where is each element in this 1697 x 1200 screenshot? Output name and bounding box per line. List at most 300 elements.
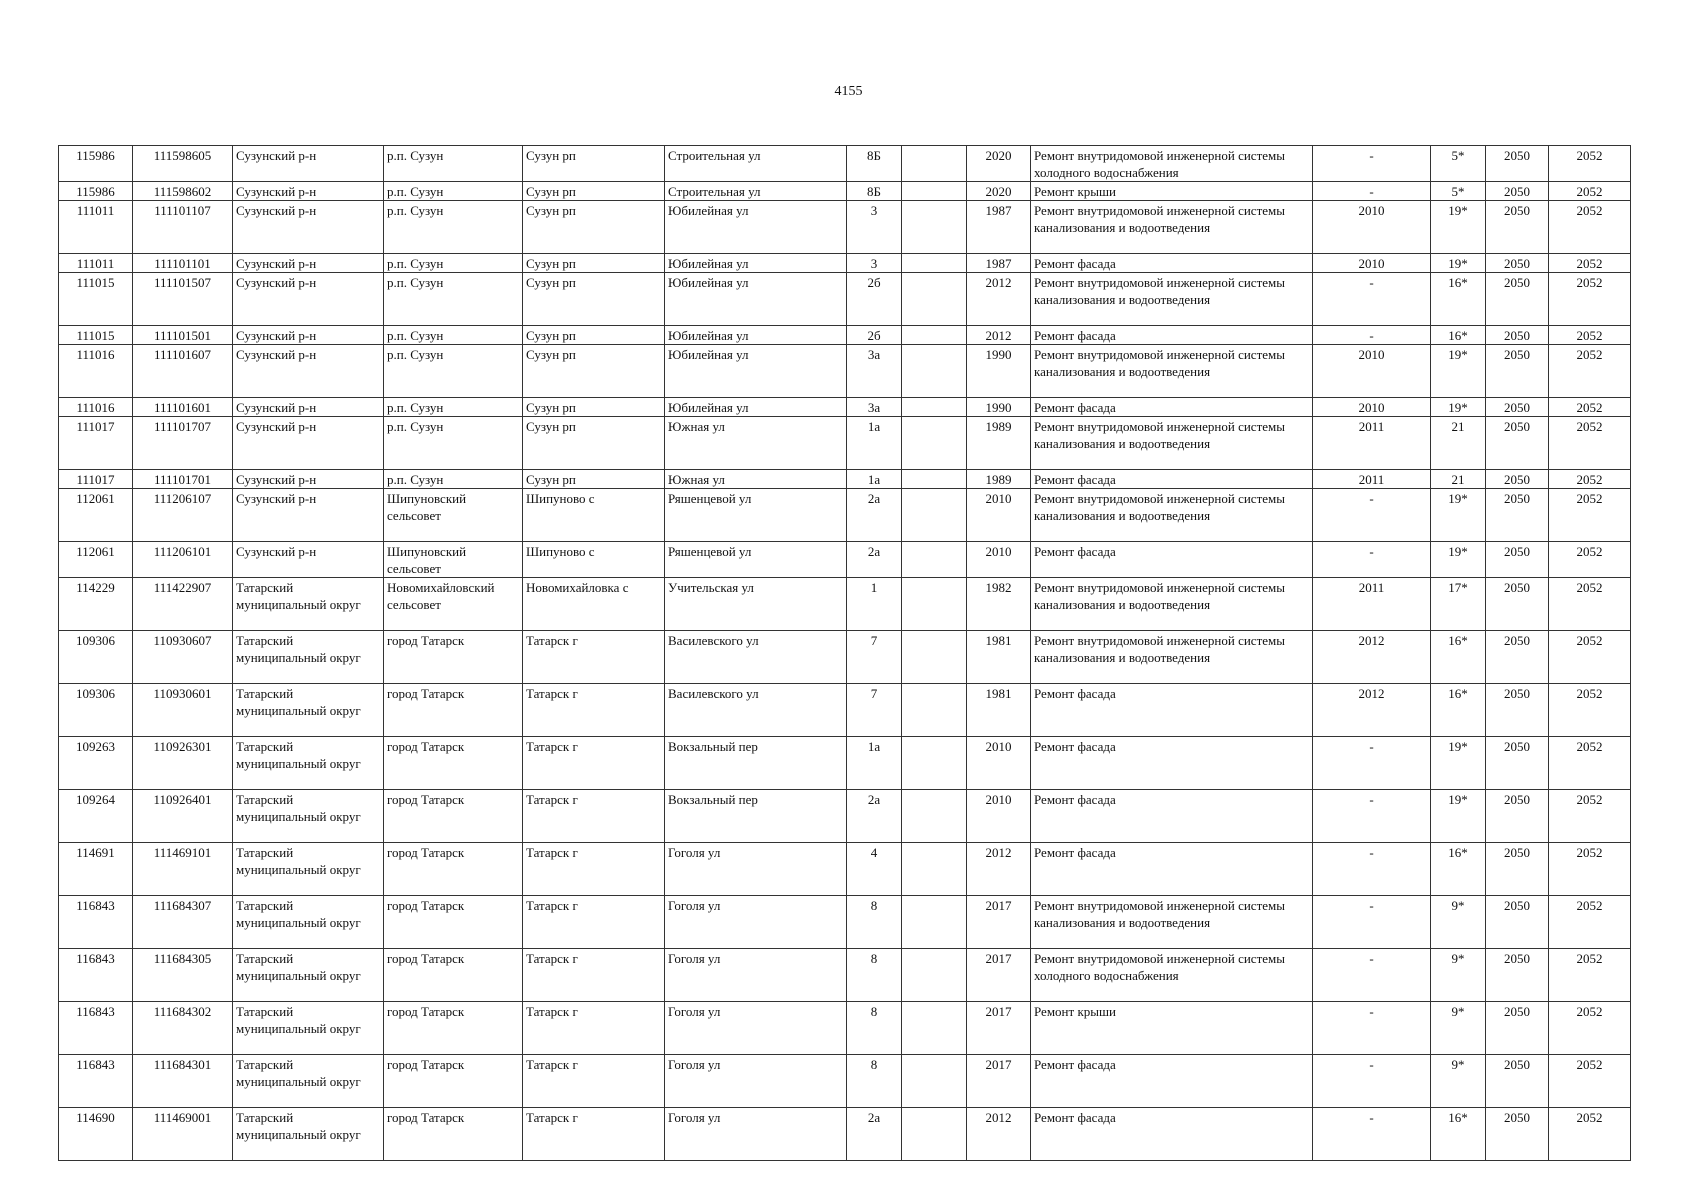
building-cell [902, 896, 967, 949]
settlement-cell: Татарск г [523, 1108, 665, 1161]
district-cell: Сузунский р-н [233, 182, 384, 201]
house-number-cell: 3 [847, 201, 902, 254]
year-built-cell: 2017 [967, 949, 1031, 1002]
street-cell: Вокзальный пер [665, 737, 847, 790]
table-row [59, 542, 1631, 578]
work-type-cell: Ремонт внутридомовой инженерной системы канализования и водоотведения [1031, 273, 1313, 326]
year-built-cell: 1990 [967, 398, 1031, 417]
building-cell [902, 489, 967, 542]
table-row [59, 631, 1631, 684]
street-cell: Гоголя ул [665, 949, 847, 1002]
year-built-cell: 2012 [967, 273, 1031, 326]
municipality-cell: город Татарск [384, 896, 523, 949]
plan-start-cell: 2050 [1486, 489, 1549, 542]
settlement-cell: Сузун рп [523, 326, 665, 345]
wear-cell: 19* [1431, 737, 1486, 790]
year-built-cell: 2017 [967, 1002, 1031, 1055]
year-built-cell: 1989 [967, 417, 1031, 470]
year-built-cell: 1981 [967, 631, 1031, 684]
work-type-cell: Ремонт внутридомовой инженерной системы канализования и водоотведения [1031, 489, 1313, 542]
work-id-cell: 110926401 [133, 790, 233, 843]
plan-start-cell: 2050 [1486, 737, 1549, 790]
district-cell: Сузунский р-н [233, 489, 384, 542]
house-number-cell: 8 [847, 1055, 902, 1108]
year-built-cell: 2020 [967, 182, 1031, 201]
last-repair-year-cell: 2011 [1313, 578, 1431, 631]
work-id-cell: 111598602 [133, 182, 233, 201]
settlement-cell: Татарск г [523, 896, 665, 949]
year-built-cell: 1981 [967, 684, 1031, 737]
district-cell: Сузунский р-н [233, 345, 384, 398]
year-built-cell: 1990 [967, 345, 1031, 398]
table-row [59, 896, 1631, 949]
house-id-cell: 109264 [59, 790, 133, 843]
plan-end-cell: 2052 [1549, 578, 1631, 631]
year-built-cell: 2012 [967, 1108, 1031, 1161]
house-id-cell: 111011 [59, 201, 133, 254]
wear-cell: 9* [1431, 1002, 1486, 1055]
work-type-cell: Ремонт внутридомовой инженерной системы холодного водоснабжения [1031, 146, 1313, 182]
municipality-cell: город Татарск [384, 631, 523, 684]
house-number-cell: 8 [847, 896, 902, 949]
house-id-cell: 109306 [59, 631, 133, 684]
work-type-cell: Ремонт внутридомовой инженерной системы канализования и водоотведения [1031, 201, 1313, 254]
building-cell [902, 843, 967, 896]
last-repair-year-cell: 2010 [1313, 254, 1431, 273]
municipality-cell: р.п. Сузун [384, 273, 523, 326]
last-repair-year-cell: - [1313, 1055, 1431, 1108]
wear-cell: 5* [1431, 146, 1486, 182]
plan-end-cell: 2052 [1549, 489, 1631, 542]
municipality-cell: город Татарск [384, 790, 523, 843]
wear-cell: 19* [1431, 254, 1486, 273]
wear-cell: 9* [1431, 949, 1486, 1002]
work-type-cell: Ремонт фасада [1031, 470, 1313, 489]
work-type-cell: Ремонт фасада [1031, 398, 1313, 417]
building-cell [902, 417, 967, 470]
house-id-cell: 114691 [59, 843, 133, 896]
settlement-cell: Сузун рп [523, 273, 665, 326]
last-repair-year-cell: - [1313, 146, 1431, 182]
house-id-cell: 112061 [59, 489, 133, 542]
work-id-cell: 111101107 [133, 201, 233, 254]
wear-cell: 21 [1431, 470, 1486, 489]
wear-cell: 21 [1431, 417, 1486, 470]
settlement-cell: Сузун рп [523, 146, 665, 182]
wear-cell: 16* [1431, 1108, 1486, 1161]
municipality-cell: р.п. Сузун [384, 182, 523, 201]
house-id-cell: 114690 [59, 1108, 133, 1161]
building-cell [902, 201, 967, 254]
work-type-cell: Ремонт фасада [1031, 790, 1313, 843]
house-number-cell: 2а [847, 790, 902, 843]
plan-start-cell: 2050 [1486, 254, 1549, 273]
district-cell: Сузунский р-н [233, 146, 384, 182]
building-cell [902, 790, 967, 843]
work-type-cell: Ремонт фасада [1031, 1108, 1313, 1161]
year-built-cell: 2010 [967, 790, 1031, 843]
table-row [59, 201, 1631, 254]
table-body [59, 146, 1631, 1161]
work-id-cell: 111101507 [133, 273, 233, 326]
work-id-cell: 110930601 [133, 684, 233, 737]
settlement-cell: Татарск г [523, 843, 665, 896]
district-cell: Татарский муниципальный округ [233, 737, 384, 790]
house-number-cell: 1а [847, 417, 902, 470]
work-id-cell: 111422907 [133, 578, 233, 631]
settlement-cell: Татарск г [523, 790, 665, 843]
street-cell: Юбилейная ул [665, 345, 847, 398]
wear-cell: 19* [1431, 489, 1486, 542]
plan-start-cell: 2050 [1486, 896, 1549, 949]
house-number-cell: 2а [847, 1108, 902, 1161]
work-type-cell: Ремонт фасада [1031, 684, 1313, 737]
street-cell: Гоголя ул [665, 1108, 847, 1161]
municipality-cell: Новомихайловский сельсовет [384, 578, 523, 631]
municipality-cell: город Татарск [384, 1108, 523, 1161]
wear-cell: 19* [1431, 542, 1486, 578]
house-number-cell: 3 [847, 254, 902, 273]
wear-cell: 17* [1431, 578, 1486, 631]
last-repair-year-cell: - [1313, 273, 1431, 326]
settlement-cell: Шипуново с [523, 489, 665, 542]
house-id-cell: 112061 [59, 542, 133, 578]
house-number-cell: 7 [847, 631, 902, 684]
district-cell: Татарский муниципальный округ [233, 1055, 384, 1108]
work-id-cell: 111469001 [133, 1108, 233, 1161]
building-cell [902, 631, 967, 684]
municipality-cell: р.п. Сузун [384, 254, 523, 273]
house-id-cell: 111016 [59, 398, 133, 417]
page-number: 4155 [834, 84, 863, 99]
plan-start-cell: 2050 [1486, 1002, 1549, 1055]
district-cell: Сузунский р-н [233, 201, 384, 254]
work-id-cell: 111101601 [133, 398, 233, 417]
district-cell: Сузунский р-н [233, 470, 384, 489]
house-number-cell: 1а [847, 737, 902, 790]
last-repair-year-cell: 2010 [1313, 201, 1431, 254]
municipality-cell: р.п. Сузун [384, 326, 523, 345]
house-number-cell: 8Б [847, 146, 902, 182]
house-number-cell: 3а [847, 345, 902, 398]
building-cell [902, 737, 967, 790]
settlement-cell: Сузун рп [523, 417, 665, 470]
repair-register-table [58, 145, 1631, 1161]
street-cell: Южная ул [665, 417, 847, 470]
plan-end-cell: 2052 [1549, 542, 1631, 578]
last-repair-year-cell: - [1313, 326, 1431, 345]
settlement-cell: Шипуново с [523, 542, 665, 578]
plan-start-cell: 2050 [1486, 398, 1549, 417]
street-cell: Гоголя ул [665, 843, 847, 896]
table-row [59, 1108, 1631, 1161]
building-cell [902, 470, 967, 489]
settlement-cell: Сузун рп [523, 201, 665, 254]
house-number-cell: 8 [847, 949, 902, 1002]
plan-end-cell: 2052 [1549, 631, 1631, 684]
last-repair-year-cell: 2012 [1313, 631, 1431, 684]
house-number-cell: 4 [847, 843, 902, 896]
work-type-cell: Ремонт фасада [1031, 254, 1313, 273]
table-row [59, 578, 1631, 631]
plan-start-cell: 2050 [1486, 631, 1549, 684]
work-type-cell: Ремонт крыши [1031, 1002, 1313, 1055]
work-id-cell: 111101707 [133, 417, 233, 470]
district-cell: Татарский муниципальный округ [233, 578, 384, 631]
municipality-cell: город Татарск [384, 684, 523, 737]
street-cell: Вокзальный пер [665, 790, 847, 843]
work-id-cell: 111101607 [133, 345, 233, 398]
street-cell: Юбилейная ул [665, 326, 847, 345]
year-built-cell: 1989 [967, 470, 1031, 489]
plan-end-cell: 2052 [1549, 326, 1631, 345]
district-cell: Татарский муниципальный округ [233, 1002, 384, 1055]
table-row [59, 146, 1631, 182]
settlement-cell: Татарск г [523, 1055, 665, 1108]
municipality-cell: Шипуновский сельсовет [384, 542, 523, 578]
table-row [59, 1055, 1631, 1108]
work-type-cell: Ремонт фасада [1031, 737, 1313, 790]
district-cell: Татарский муниципальный округ [233, 684, 384, 737]
table-row [59, 737, 1631, 790]
wear-cell: 16* [1431, 684, 1486, 737]
work-id-cell: 111101501 [133, 326, 233, 345]
last-repair-year-cell: 2011 [1313, 470, 1431, 489]
settlement-cell: Сузун рп [523, 182, 665, 201]
plan-end-cell: 2052 [1549, 470, 1631, 489]
street-cell: Гоголя ул [665, 1055, 847, 1108]
wear-cell: 9* [1431, 1055, 1486, 1108]
district-cell: Сузунский р-н [233, 542, 384, 578]
work-type-cell: Ремонт внутридомовой инженерной системы канализования и водоотведения [1031, 345, 1313, 398]
district-cell: Сузунский р-н [233, 398, 384, 417]
plan-start-cell: 2050 [1486, 326, 1549, 345]
table-row [59, 470, 1631, 489]
last-repair-year-cell: - [1313, 1002, 1431, 1055]
municipality-cell: р.п. Сузун [384, 470, 523, 489]
wear-cell: 16* [1431, 273, 1486, 326]
street-cell: Василевского ул [665, 631, 847, 684]
house-number-cell: 7 [847, 684, 902, 737]
house-id-cell: 111017 [59, 417, 133, 470]
work-id-cell: 111206101 [133, 542, 233, 578]
last-repair-year-cell: - [1313, 1108, 1431, 1161]
plan-end-cell: 2052 [1549, 254, 1631, 273]
district-cell: Татарский муниципальный округ [233, 896, 384, 949]
building-cell [902, 542, 967, 578]
district-cell: Татарский муниципальный округ [233, 631, 384, 684]
plan-end-cell: 2052 [1549, 896, 1631, 949]
work-type-cell: Ремонт крыши [1031, 182, 1313, 201]
last-repair-year-cell: 2010 [1313, 345, 1431, 398]
table-row [59, 326, 1631, 345]
district-cell: Сузунский р-н [233, 254, 384, 273]
plan-start-cell: 2050 [1486, 949, 1549, 1002]
work-id-cell: 111598605 [133, 146, 233, 182]
house-id-cell: 116843 [59, 949, 133, 1002]
municipality-cell: город Татарск [384, 1002, 523, 1055]
wear-cell: 16* [1431, 843, 1486, 896]
plan-end-cell: 2052 [1549, 1055, 1631, 1108]
table-row [59, 684, 1631, 737]
settlement-cell: Сузун рп [523, 470, 665, 489]
plan-end-cell: 2052 [1549, 1108, 1631, 1161]
plan-start-cell: 2050 [1486, 345, 1549, 398]
settlement-cell: Татарск г [523, 631, 665, 684]
plan-start-cell: 2050 [1486, 1108, 1549, 1161]
last-repair-year-cell: - [1313, 843, 1431, 896]
street-cell: Василевского ул [665, 684, 847, 737]
building-cell [902, 146, 967, 182]
house-id-cell: 111016 [59, 345, 133, 398]
work-id-cell: 111101701 [133, 470, 233, 489]
last-repair-year-cell: - [1313, 949, 1431, 1002]
plan-start-cell: 2050 [1486, 542, 1549, 578]
district-cell: Татарский муниципальный округ [233, 843, 384, 896]
house-number-cell: 2а [847, 542, 902, 578]
building-cell [902, 326, 967, 345]
plan-end-cell: 2052 [1549, 949, 1631, 1002]
building-cell [902, 1108, 967, 1161]
street-cell: Юбилейная ул [665, 398, 847, 417]
work-id-cell: 110930607 [133, 631, 233, 684]
wear-cell: 19* [1431, 398, 1486, 417]
building-cell [902, 684, 967, 737]
plan-end-cell: 2052 [1549, 146, 1631, 182]
last-repair-year-cell: - [1313, 542, 1431, 578]
work-type-cell: Ремонт фасада [1031, 326, 1313, 345]
last-repair-year-cell: - [1313, 790, 1431, 843]
year-built-cell: 1987 [967, 201, 1031, 254]
municipality-cell: р.п. Сузун [384, 345, 523, 398]
table-row [59, 1002, 1631, 1055]
street-cell: Ряшенцевой ул [665, 489, 847, 542]
plan-end-cell: 2052 [1549, 1002, 1631, 1055]
building-cell [902, 273, 967, 326]
table-row [59, 489, 1631, 542]
last-repair-year-cell: 2012 [1313, 684, 1431, 737]
municipality-cell: р.п. Сузун [384, 146, 523, 182]
plan-end-cell: 2052 [1549, 273, 1631, 326]
wear-cell: 19* [1431, 790, 1486, 843]
wear-cell: 19* [1431, 345, 1486, 398]
house-id-cell: 111015 [59, 326, 133, 345]
table-row [59, 949, 1631, 1002]
table-row [59, 398, 1631, 417]
plan-start-cell: 2050 [1486, 578, 1549, 631]
settlement-cell: Сузун рп [523, 398, 665, 417]
house-id-cell: 111017 [59, 470, 133, 489]
last-repair-year-cell: - [1313, 489, 1431, 542]
plan-start-cell: 2050 [1486, 470, 1549, 489]
district-cell: Сузунский р-н [233, 326, 384, 345]
work-id-cell: 111469101 [133, 843, 233, 896]
plan-start-cell: 2050 [1486, 146, 1549, 182]
district-cell: Татарский муниципальный округ [233, 790, 384, 843]
plan-end-cell: 2052 [1549, 790, 1631, 843]
house-number-cell: 1 [847, 578, 902, 631]
house-number-cell: 8 [847, 1002, 902, 1055]
municipality-cell: р.п. Сузун [384, 417, 523, 470]
building-cell [902, 1002, 967, 1055]
plan-end-cell: 2052 [1549, 201, 1631, 254]
house-id-cell: 115986 [59, 182, 133, 201]
year-built-cell: 2020 [967, 146, 1031, 182]
year-built-cell: 2010 [967, 489, 1031, 542]
plan-end-cell: 2052 [1549, 737, 1631, 790]
house-number-cell: 2б [847, 273, 902, 326]
building-cell [902, 398, 967, 417]
building-cell [902, 254, 967, 273]
municipality-cell: город Татарск [384, 949, 523, 1002]
municipality-cell: город Татарск [384, 843, 523, 896]
house-id-cell: 116843 [59, 1055, 133, 1108]
house-id-cell: 111015 [59, 273, 133, 326]
plan-end-cell: 2052 [1549, 843, 1631, 896]
house-id-cell: 109263 [59, 737, 133, 790]
house-number-cell: 8Б [847, 182, 902, 201]
municipality-cell: Шипуновский сельсовет [384, 489, 523, 542]
wear-cell: 9* [1431, 896, 1486, 949]
wear-cell: 19* [1431, 201, 1486, 254]
municipality-cell: город Татарск [384, 737, 523, 790]
work-type-cell: Ремонт внутридомовой инженерной системы холодного водоснабжения [1031, 949, 1313, 1002]
plan-start-cell: 2050 [1486, 790, 1549, 843]
street-cell: Ряшенцевой ул [665, 542, 847, 578]
year-built-cell: 1987 [967, 254, 1031, 273]
plan-start-cell: 2050 [1486, 182, 1549, 201]
plan-start-cell: 2050 [1486, 273, 1549, 326]
work-id-cell: 111206107 [133, 489, 233, 542]
house-id-cell: 111011 [59, 254, 133, 273]
work-id-cell: 110926301 [133, 737, 233, 790]
wear-cell: 5* [1431, 182, 1486, 201]
plan-end-cell: 2052 [1549, 684, 1631, 737]
work-id-cell: 111684305 [133, 949, 233, 1002]
work-id-cell: 111101101 [133, 254, 233, 273]
work-type-cell: Ремонт внутридомовой инженерной системы канализования и водоотведения [1031, 417, 1313, 470]
work-type-cell: Ремонт фасада [1031, 843, 1313, 896]
table-row [59, 182, 1631, 201]
table-row [59, 790, 1631, 843]
settlement-cell: Новомихайловка с [523, 578, 665, 631]
table-row [59, 273, 1631, 326]
year-built-cell: 2012 [967, 843, 1031, 896]
street-cell: Юбилейная ул [665, 201, 847, 254]
house-id-cell: 116843 [59, 896, 133, 949]
year-built-cell: 2012 [967, 326, 1031, 345]
work-type-cell: Ремонт внутридомовой инженерной системы канализования и водоотведения [1031, 631, 1313, 684]
wear-cell: 16* [1431, 326, 1486, 345]
plan-start-cell: 2050 [1486, 417, 1549, 470]
municipality-cell: р.п. Сузун [384, 201, 523, 254]
year-built-cell: 2017 [967, 1055, 1031, 1108]
work-id-cell: 111684301 [133, 1055, 233, 1108]
building-cell [902, 345, 967, 398]
street-cell: Юбилейная ул [665, 273, 847, 326]
year-built-cell: 2010 [967, 737, 1031, 790]
house-id-cell: 116843 [59, 1002, 133, 1055]
settlement-cell: Сузун рп [523, 254, 665, 273]
table-row [59, 843, 1631, 896]
plan-start-cell: 2050 [1486, 1055, 1549, 1108]
work-type-cell: Ремонт внутридомовой инженерной системы канализования и водоотведения [1031, 896, 1313, 949]
street-cell: Гоголя ул [665, 896, 847, 949]
municipality-cell: р.п. Сузун [384, 398, 523, 417]
settlement-cell: Татарск г [523, 949, 665, 1002]
house-number-cell: 3а [847, 398, 902, 417]
table-row [59, 254, 1631, 273]
